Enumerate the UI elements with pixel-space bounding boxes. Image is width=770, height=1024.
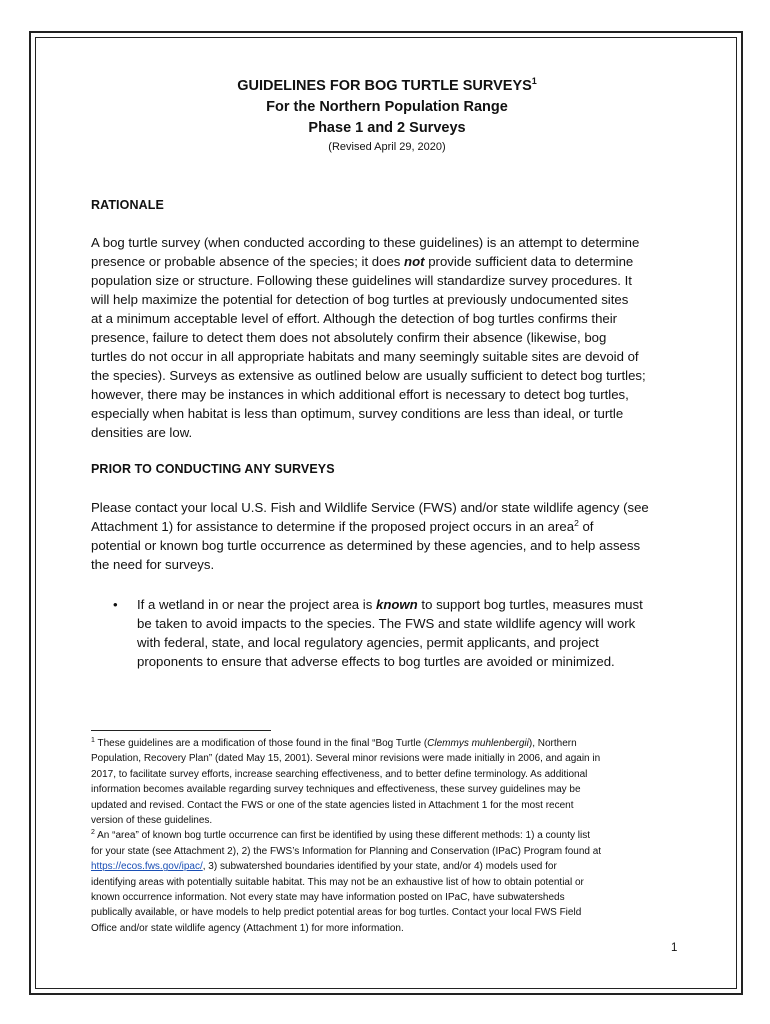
paragraph-line: the species). Surveys as extensive as outlined below are usually sufficient to detect bog turtles; [91, 368, 646, 383]
footnote-line: Population, Recovery Plan” (dated May 15, 2001). Several minor revisions were made initially in 2006, and again in [91, 753, 601, 765]
footnote-line: updated and revised. Contact the FWS or one of the state agencies listed in Attachment 1 for the most recent [91, 799, 574, 811]
rationale-heading: RATIONALE [91, 198, 164, 212]
prior-surveys-heading: PRIOR TO CONDUCTING ANY SURVEYS [91, 462, 335, 476]
revision-date: (Revised April 29, 2020) [328, 141, 446, 153]
rationale-paragraph [91, 233, 683, 442]
footnote-line: information becomes available regarding survey techniques and effectiveness, these survey guidelines may be [91, 784, 581, 796]
footnote-line: Office and/or state wildlife agency (Attachment 1) for more information. [91, 922, 404, 934]
paragraph-line: potential or known bog turtle occurrence as determined by these agencies, and to help assess [91, 538, 641, 553]
bullet-text [137, 595, 697, 671]
paragraph-line: densities are low. [91, 425, 193, 440]
footnote-ref-1[interactable]: 1 [531, 76, 537, 86]
footnote-ref-2[interactable]: 2 [574, 518, 579, 528]
paragraph-line: at a minimum acceptable level of effort. Although the detection of bog turtles confirms their [91, 311, 618, 326]
ipac-link[interactable]: https://ecos.fws.gov/ipac/ [91, 861, 203, 873]
bullet-line: If a wetland in or near the project area is known to support bog turtles, measures must [137, 597, 643, 612]
bullet-line: proponents to ensure that adverse effects to bog turtles are avoided or minimized. [137, 654, 615, 669]
paragraph-line: the need for surveys. [91, 557, 215, 572]
footnotes [91, 736, 685, 936]
paragraph-line: Please contact your local U.S. Fish and Wildlife Service (FWS) and/or state wildlife agency (see [91, 500, 649, 515]
title-text: GUIDELINES FOR BOG TURTLE SURVEYS [237, 78, 532, 94]
paragraph-line: however, there may be instances in which additional effort is necessary to detect bog turtles, [91, 387, 629, 402]
bullet-line: with federal, state, and local regulatory agencies, permit applicants, and project [137, 635, 599, 650]
document-title [91, 76, 683, 97]
paragraph-line: presence or probable absence of the species; it does not provide sufficient data to determine [91, 254, 634, 269]
paragraph-line: A bog turtle survey (when conducted according to these guidelines) is an attempt to determine [91, 235, 640, 250]
paragraph-line: Attachment 1) for assistance to determine if the proposed project occurs in an area$^2$ of [91, 518, 594, 534]
document-subtitle: For the Northern Population Range [266, 99, 508, 115]
footnote-line: known occurrence information. Not every state may have information posted on IPaC, have subwatersheds [91, 892, 565, 904]
page-number: 1 [671, 942, 678, 954]
footnote-line: publically available, or have models to help predict potential areas for bog turtles. Contact your local FWS Field [91, 907, 582, 919]
footnote-line: 2017, to facilitate survey efforts, increase searching effectiveness, and to better define terminology. As additional [91, 768, 588, 780]
footnote-line: version of these guidelines. [91, 815, 213, 827]
paragraph-line: population size or structure. Following these guidelines will standardize survey procedures. It [91, 273, 632, 288]
paragraph-line: will help maximize the potential for detection of bog turtles at previously undocumented sites [91, 292, 629, 307]
footnote-separator [91, 730, 271, 731]
bullet-icon: • [113, 597, 118, 612]
footnote-line: for your state (see Attachment 2), 2) the FWS’s Information for Planning and Conservation (IPaC) Program found at [91, 845, 602, 857]
document-phase: Phase 1 and 2 Surveys [308, 120, 466, 136]
footnote-line: identifying areas with potentially suitable habitat. This may not be an exhaustive list of how to obtain potential or [91, 876, 584, 888]
footnote-1: $^1$ These guidelines are a modification of those found in the final “Bog Turtle (Clemmys muhlenbergii), Northern [91, 737, 577, 749]
prior-surveys-paragraph [91, 498, 683, 574]
paragraph-line: turtles do not occur in all appropriate habitats and many seemingly suitable sites are devoid of [91, 349, 639, 364]
paragraph-line: especially when habitat is less than optimum, survey conditions are less than ideal, or turtle [91, 406, 624, 421]
footnote-line: https://ecos.fws.gov/ipac/, 3) subwatershed boundaries identified by your state, and/or 4) models used for [91, 861, 557, 873]
paragraph-line: presence, failure to detect them does not absolutely confirm their absence (likewise, bog [91, 330, 607, 345]
title-block [91, 76, 683, 155]
footnote-2: $^2$ An “area” of known bog turtle occurrence can first be identified by using these different methods: 1) a county list [91, 829, 590, 842]
emphasis-not: not [404, 254, 425, 269]
emphasis-known: known [375, 597, 418, 612]
bullet-line: be taken to avoid impacts to the species. The FWS and state wildlife agency will work [137, 616, 636, 631]
document-body [91, 76, 683, 954]
